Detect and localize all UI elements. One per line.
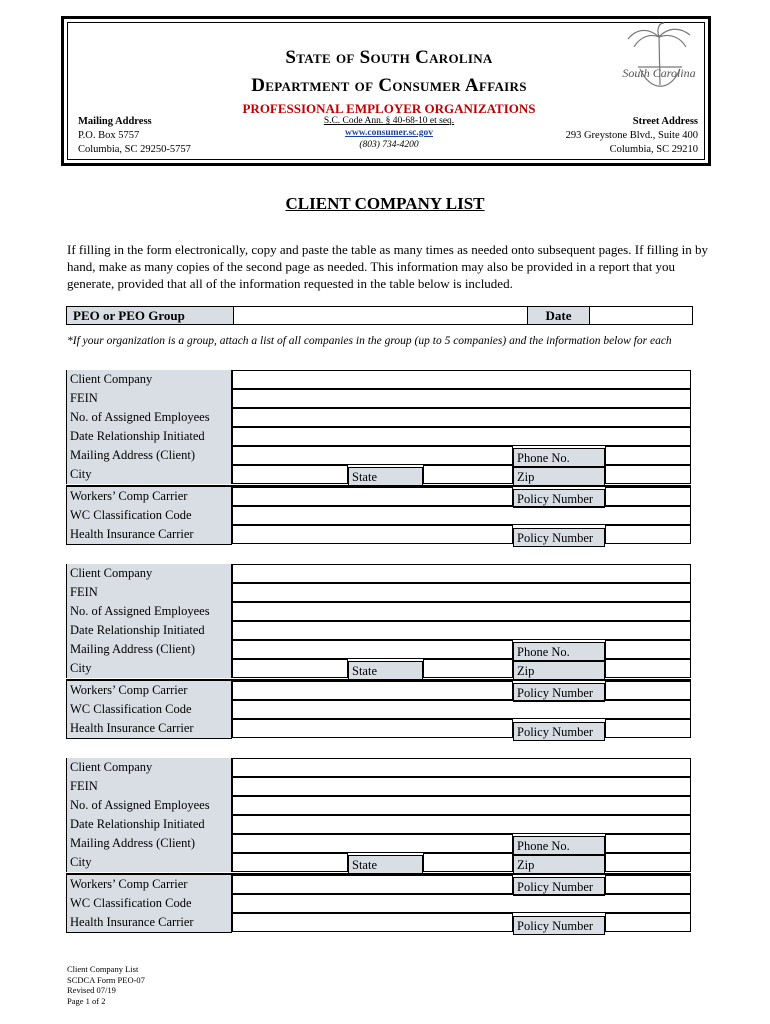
date-initiated-input[interactable] [232, 815, 691, 834]
wc-code-label: WC Classification Code [66, 894, 232, 913]
client-company-label: Client Company [66, 564, 232, 583]
mailing-address-client-input[interactable] [232, 640, 513, 659]
page-title: CLIENT COMPANY LIST [285, 194, 485, 213]
health-label: Health Insurance Carrier [66, 719, 232, 738]
zip-input[interactable] [605, 465, 691, 484]
mailing-address-client-label: Mailing Address (Client) [66, 834, 232, 853]
phone-label: Phone No. [513, 448, 605, 467]
workers-comp-label: Workers’ Comp Carrier [66, 875, 232, 894]
phone-input[interactable] [605, 446, 691, 465]
fein-label: FEIN [66, 389, 232, 408]
agency-division-title: PROFESSIONAL EMPLOYER ORGANIZATIONS [242, 101, 536, 116]
client-company-input[interactable] [232, 564, 691, 583]
city-label: City [66, 659, 232, 678]
state-label: State [348, 467, 423, 486]
phone-number: (803) 734-4200 [359, 140, 419, 150]
zip-label: Zip [513, 855, 605, 874]
street-address-line2: Columbia, SC 29210 [609, 144, 698, 155]
zip-label: Zip [513, 661, 605, 680]
fein-label: FEIN [66, 777, 232, 796]
date-initiated-label: Date Relationship Initiated [66, 815, 232, 834]
health-input[interactable] [232, 719, 513, 738]
instructions-text: If filling in the form electronically, copy and paste the table as many times as needed onto subsequent pages. If filling in by hand, make as many copies of the second page as needed. This information may also be provided in a report that you generate, provided that all of the information requested in the table below is included. [67, 242, 709, 291]
mailing-address-line2: Columbia, SC 29250-5757 [78, 144, 191, 155]
client-company-label: Client Company [66, 370, 232, 389]
policy-number-label: Policy Number [513, 877, 605, 896]
state-input[interactable] [423, 659, 513, 678]
footer-form-title: Client Company List [67, 964, 139, 974]
phone-label: Phone No. [513, 836, 605, 855]
logo-text: South Carolina [622, 66, 696, 80]
assigned-employees-label: No. of Assigned Employees [66, 602, 232, 621]
state-label: State [348, 855, 423, 874]
block-bottom-line [66, 544, 232, 545]
state-input[interactable] [423, 853, 513, 872]
health-policy-number-label: Policy Number [513, 916, 605, 935]
phone-label: Phone No. [513, 642, 605, 661]
health-policy-number-label: Policy Number [513, 722, 605, 741]
south-carolina-palmetto-logo [620, 21, 698, 103]
form-footer [67, 964, 145, 1006]
health-policy-number-input[interactable] [605, 719, 691, 738]
policy-number-input[interactable] [605, 487, 691, 506]
wc-code-label: WC Classification Code [66, 506, 232, 525]
assigned-employees-input[interactable] [232, 602, 691, 621]
mailing-address-client-label: Mailing Address (Client) [66, 446, 232, 465]
policy-number-input[interactable] [605, 681, 691, 700]
street-address-label: Street Address [632, 116, 698, 127]
footer-revised: Revised 07/19 [67, 985, 116, 995]
fein-label: FEIN [66, 583, 232, 602]
group-note: *If your organization is a group, attach a list of all companies in the group (up to 5 companies) and the information below for each [67, 335, 672, 347]
block-bottom-line [66, 932, 232, 933]
mailing-address-client-input[interactable] [232, 834, 513, 853]
footer-page-number: Page 1 of 2 [67, 995, 106, 1006]
state-input[interactable] [423, 465, 513, 484]
mailing-address-label: Mailing Address [78, 116, 152, 127]
health-input[interactable] [232, 525, 513, 544]
zip-input[interactable] [605, 853, 691, 872]
wc-code-label: WC Classification Code [66, 700, 232, 719]
peo-input[interactable] [234, 307, 528, 324]
wc-code-input[interactable] [232, 700, 691, 719]
assigned-employees-input[interactable] [232, 796, 691, 815]
city-input[interactable] [232, 853, 348, 872]
date-input[interactable] [590, 307, 692, 324]
assigned-employees-label: No. of Assigned Employees [66, 796, 232, 815]
client-company-input[interactable] [232, 370, 691, 389]
workers-comp-input[interactable] [232, 487, 513, 506]
health-label: Health Insurance Carrier [66, 525, 232, 544]
website-link[interactable]: www.consumer.sc.gov [344, 128, 434, 138]
mailing-address-client-label: Mailing Address (Client) [66, 640, 232, 659]
mailing-address-line1: P.O. Box 5757 [78, 130, 140, 141]
street-address-line1: 293 Greystone Blvd., Suite 400 [565, 130, 698, 141]
workers-comp-label: Workers’ Comp Carrier [66, 487, 232, 506]
date-initiated-label: Date Relationship Initiated [66, 427, 232, 446]
phone-input[interactable] [605, 640, 691, 659]
wc-code-input[interactable] [232, 894, 691, 913]
fein-input[interactable] [232, 777, 691, 796]
peo-row [66, 306, 693, 325]
health-policy-number-input[interactable] [605, 525, 691, 544]
date-label: Date [528, 307, 590, 324]
policy-number-label: Policy Number [513, 683, 605, 702]
city-input[interactable] [232, 659, 348, 678]
state-label: State [348, 661, 423, 680]
date-initiated-label: Date Relationship Initiated [66, 621, 232, 640]
block-bottom-line [66, 738, 232, 739]
client-company-input[interactable] [232, 758, 691, 777]
health-policy-number-input[interactable] [605, 913, 691, 932]
phone-input[interactable] [605, 834, 691, 853]
zip-input[interactable] [605, 659, 691, 678]
fein-input[interactable] [232, 583, 691, 602]
agency-state-title: State of South Carolina [285, 47, 493, 68]
agency-department-title: Department of Consumer Affairs [251, 75, 527, 96]
assigned-employees-input[interactable] [232, 408, 691, 427]
date-initiated-input[interactable] [232, 427, 691, 446]
health-label: Health Insurance Carrier [66, 913, 232, 932]
city-input[interactable] [232, 465, 348, 484]
code-citation: S.C. Code Ann. § 40-68-10 et seq. [323, 116, 455, 126]
city-label: City [66, 465, 232, 484]
policy-number-input[interactable] [605, 875, 691, 894]
wc-code-input[interactable] [232, 506, 691, 525]
mailing-address-client-input[interactable] [232, 446, 513, 465]
health-policy-number-label: Policy Number [513, 528, 605, 547]
workers-comp-input[interactable] [232, 875, 513, 894]
workers-comp-label: Workers’ Comp Carrier [66, 681, 232, 700]
date-initiated-input[interactable] [232, 621, 691, 640]
assigned-employees-label: No. of Assigned Employees [66, 408, 232, 427]
zip-label: Zip [513, 467, 605, 486]
fein-input[interactable] [232, 389, 691, 408]
health-input[interactable] [232, 913, 513, 932]
peo-label: PEO or PEO Group [67, 307, 234, 324]
policy-number-label: Policy Number [513, 489, 605, 508]
street-address [566, 115, 698, 157]
client-company-label: Client Company [66, 758, 232, 777]
workers-comp-input[interactable] [232, 681, 513, 700]
city-label: City [66, 853, 232, 872]
header-box [61, 16, 711, 166]
footer-form-number: SCDCA Form PEO-07 [67, 974, 145, 985]
